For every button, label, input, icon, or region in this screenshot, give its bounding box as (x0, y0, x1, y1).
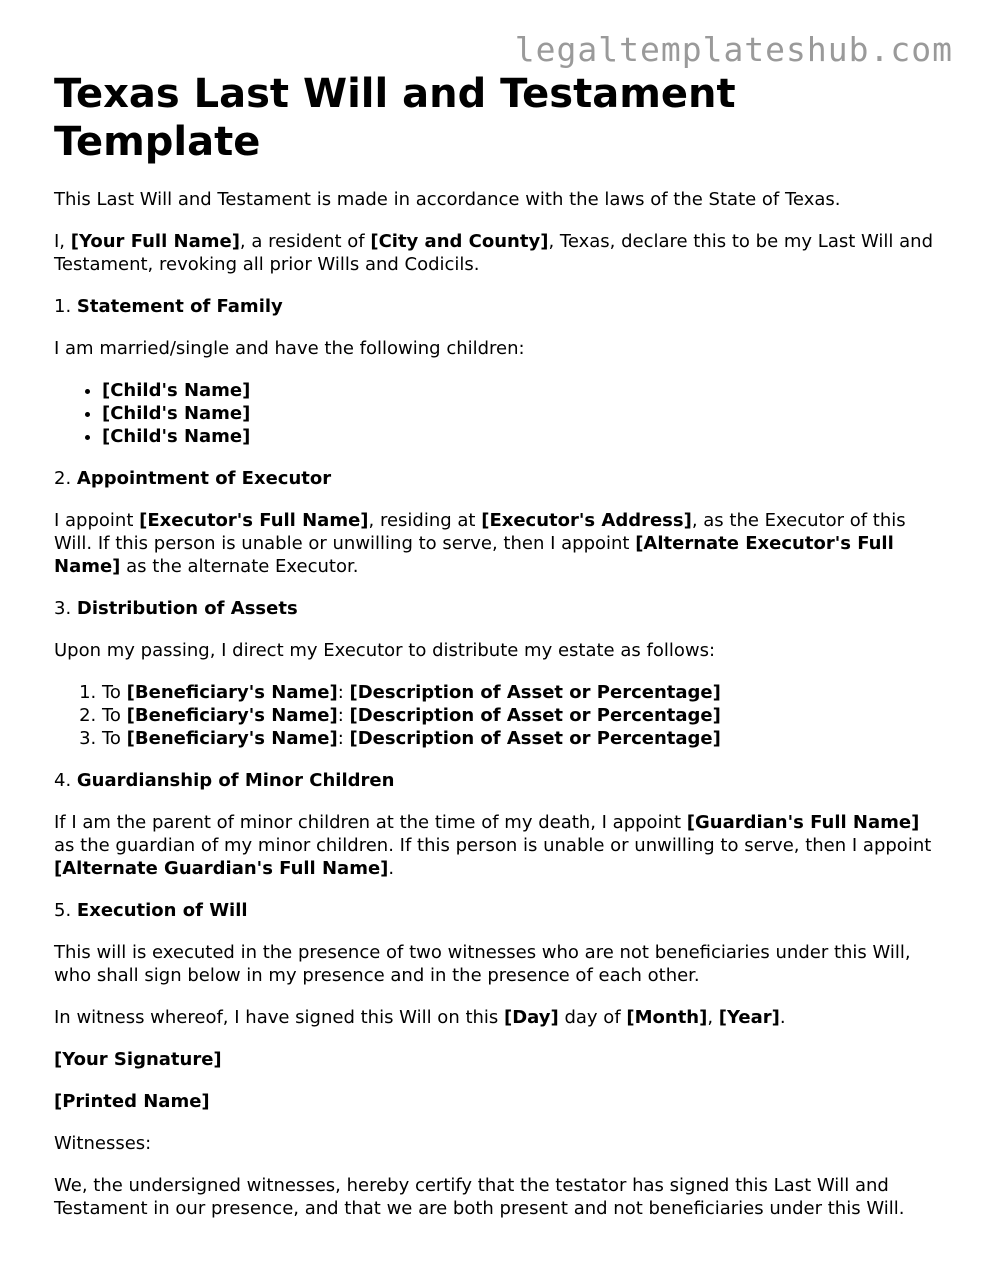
beneficiary-placeholder: [Beneficiary's Name] (126, 728, 338, 749)
month-placeholder: [Month] (626, 1007, 708, 1028)
list-item (102, 425, 934, 448)
guardianship-text: . (388, 858, 395, 879)
declaration-text: , Texas, declare this to be my Last Will and Testament, revoking all prior Wills and Codicils. (54, 231, 934, 275)
section-number: 1. (54, 296, 77, 317)
signature-line (54, 1048, 934, 1071)
executor-name-placeholder: [Executor's Full Name] (139, 510, 369, 531)
assets-intro: Upon my passing, I direct my Executor to distribute my estate as follows: (54, 640, 716, 661)
declaration-paragraph (54, 230, 934, 276)
beneficiary-placeholder: [Beneficiary's Name] (126, 682, 338, 703)
signature-placeholder: [Your Signature] (54, 1049, 222, 1070)
section-title: Execution of Will (76, 900, 248, 921)
section-title: Statement of Family (76, 296, 283, 317)
child-name-placeholder: [Child's Name] (102, 403, 251, 424)
section-number: 2. (54, 468, 77, 489)
witness-text: day of (558, 1007, 627, 1028)
witness-certification: We, the undersigned witnesses, hereby certify that the testator has signed this Last Will and Testament in our presence, and that we are both present and not beneficiaries under this Will. (54, 1175, 905, 1219)
alternate-guardian-placeholder: [Alternate Guardian's Full Name] (54, 858, 389, 879)
guardianship-text: as the guardian of my minor children. If this person is unable or unwilling to serve, then I appoint (54, 835, 932, 856)
beneficiary-list (54, 681, 934, 750)
executor-text: , residing at (368, 510, 482, 531)
item-prefix: To (102, 682, 127, 703)
witness-text: , (707, 1007, 719, 1028)
alternate-executor-placeholder: [Alternate Executor's Full Name] (54, 533, 894, 577)
printed-name-placeholder: [Printed Name] (54, 1091, 210, 1112)
list-item (102, 681, 934, 704)
execution-paragraph: This will is executed in the presence of two witnesses who are not beneficiaries under this Will, who shall sign below in my presence and in the presence of each other. (54, 942, 911, 986)
full-name-placeholder: [Your Full Name] (70, 231, 240, 252)
item-separator: : (337, 705, 350, 726)
section-title: Appointment of Executor (76, 468, 332, 489)
witness-text: . (779, 1007, 786, 1028)
executor-text: I appoint (54, 510, 140, 531)
city-county-placeholder: [City and County] (370, 231, 549, 252)
section-heading-family (54, 295, 934, 318)
item-separator: : (337, 682, 350, 703)
document-body (54, 70, 934, 1239)
asset-description-placeholder: [Description of Asset or Percentage] (349, 728, 721, 749)
list-item (102, 704, 934, 727)
item-prefix: To (102, 728, 127, 749)
document-title: Texas Last Will and Testament Template (54, 71, 736, 165)
section-number: 4. (54, 770, 77, 791)
family-statement: I am married/single and have the following children: (54, 338, 525, 359)
section-heading-execution (54, 899, 934, 922)
intro-paragraph: This Last Will and Testament is made in accordance with the laws of the State of Texas. (54, 189, 841, 210)
section-title: Guardianship of Minor Children (76, 770, 395, 791)
section-heading-executor (54, 467, 934, 490)
executor-text: , as the Executor of this Will. If this person is unable or unwilling to serve, then I appoint (54, 510, 906, 554)
guardianship-paragraph (54, 811, 934, 880)
witness-text: In witness whereof, I have signed this Will on this (54, 1007, 505, 1028)
site-watermark: legaltemplateshub.com (514, 30, 953, 69)
asset-description-placeholder: [Description of Asset or Percentage] (349, 682, 721, 703)
children-list (54, 379, 934, 448)
printed-name-line (54, 1090, 934, 1113)
list-item (102, 727, 934, 750)
item-separator: : (337, 728, 350, 749)
asset-description-placeholder: [Description of Asset or Percentage] (349, 705, 721, 726)
day-placeholder: [Day] (504, 1007, 559, 1028)
section-heading-assets (54, 597, 934, 620)
beneficiary-placeholder: [Beneficiary's Name] (126, 705, 338, 726)
item-prefix: To (102, 705, 127, 726)
section-number: 3. (54, 598, 77, 619)
list-item (102, 402, 934, 425)
section-heading-guardianship (54, 769, 934, 792)
list-item (102, 379, 934, 402)
section-number: 5. (54, 900, 77, 921)
guardian-name-placeholder: [Guardian's Full Name] (686, 812, 920, 833)
declaration-text: I, (54, 231, 71, 252)
witness-date-paragraph (54, 1006, 934, 1029)
year-placeholder: [Year] (718, 1007, 780, 1028)
executor-address-placeholder: [Executor's Address] (481, 510, 692, 531)
witnesses-label: Witnesses: (54, 1133, 152, 1154)
executor-text: as the alternate Executor. (120, 556, 359, 577)
section-title: Distribution of Assets (76, 598, 298, 619)
executor-paragraph (54, 509, 934, 578)
child-name-placeholder: [Child's Name] (102, 426, 251, 447)
child-name-placeholder: [Child's Name] (102, 380, 251, 401)
declaration-text: , a resident of (239, 231, 371, 252)
guardianship-text: If I am the parent of minor children at the time of my death, I appoint (54, 812, 687, 833)
